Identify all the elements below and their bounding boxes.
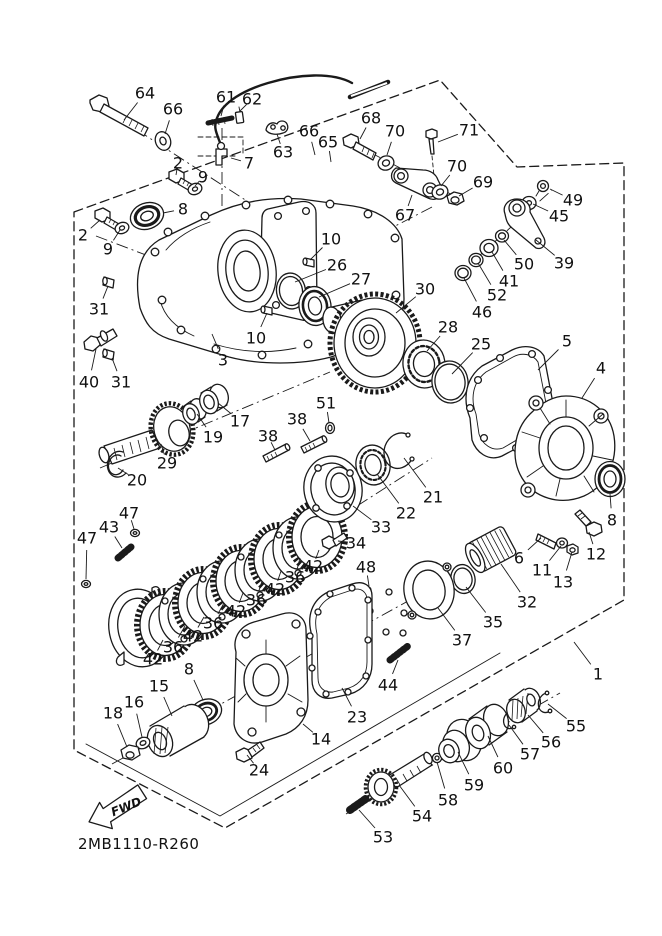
part-label-22: 22: [395, 503, 417, 523]
part-label-12: 12: [585, 544, 607, 564]
part-label-33: 33: [370, 517, 392, 537]
part-14-cover: [234, 613, 308, 743]
part-label-48: 48: [355, 557, 377, 577]
part-70-washer: [376, 154, 396, 173]
part-label-54: 54: [411, 806, 433, 826]
part-label-3: 3: [217, 350, 229, 370]
part-63-clamp: [266, 121, 288, 134]
part-label-36: 36: [245, 590, 267, 610]
part-label-20: 20: [126, 470, 148, 490]
part-11-washer: [557, 538, 568, 548]
part-54-shaft: [366, 751, 434, 804]
part-47-nut: [82, 580, 91, 587]
part-7-joint: [216, 143, 227, 166]
part-label-26: 26: [326, 255, 348, 275]
part-52-ring: [469, 253, 483, 266]
leader-line-4: [582, 378, 595, 398]
part-label-36: 36: [162, 637, 184, 657]
part-label-56: 56: [540, 732, 562, 752]
part-label-50: 50: [513, 254, 535, 274]
part-40-drain-bolt: [84, 329, 117, 351]
part-label-17: 17: [229, 411, 251, 431]
part-label-45: 45: [548, 206, 570, 226]
part-label-14: 14: [310, 729, 332, 749]
part-label-4: 4: [595, 358, 607, 378]
leader-line-22: [377, 474, 399, 503]
leader-line-66: [165, 120, 169, 134]
part-label-7: 7: [243, 153, 255, 173]
leader-line-51: [327, 412, 329, 423]
part-38-stud: [301, 435, 328, 453]
leader-line-8: [194, 680, 203, 700]
leader-line-68: [360, 128, 366, 140]
part-13-nut: [567, 544, 578, 555]
part-label-69: 69: [472, 172, 494, 192]
part-label-42: 42: [225, 601, 247, 621]
part-label-39: 39: [553, 253, 575, 273]
part-47-nut: [131, 529, 140, 536]
part-label-38: 38: [286, 409, 308, 429]
part-66-washer: [153, 130, 174, 153]
part-label-6: 6: [513, 548, 525, 568]
part-label-55: 55: [565, 716, 587, 736]
part-50-o-ring: [496, 230, 509, 242]
part-label-32: 32: [516, 592, 538, 612]
part-label-61: 61: [215, 87, 237, 107]
leader-line-38: [303, 429, 310, 441]
part-label-64: 64: [134, 83, 156, 103]
part-label-68: 68: [360, 108, 382, 128]
part-label-11: 11: [531, 560, 553, 580]
part-label-70: 70: [384, 121, 406, 141]
leader-line-48: [367, 576, 369, 587]
part-label-15: 15: [148, 676, 170, 696]
leader-line-31: [112, 358, 117, 371]
part-label-70: 70: [446, 156, 468, 176]
leader-line-65: [329, 151, 331, 162]
part-label-40: 40: [78, 372, 100, 392]
leader-line-53: [359, 810, 375, 828]
part-37-retainer: [399, 557, 458, 623]
part-label-36: 36: [284, 567, 306, 587]
leader-line-44: [393, 660, 399, 674]
leader-line-15: [164, 697, 172, 716]
part-label-47: 47: [76, 528, 98, 548]
leader-line-6: [528, 538, 541, 550]
part-label-27: 27: [350, 269, 372, 289]
leader-line-8: [163, 211, 174, 213]
part-46-o-ring: [455, 266, 471, 281]
part-label-21: 21: [422, 487, 444, 507]
part-label-31: 31: [88, 299, 110, 319]
fwd-label: FWD: [108, 794, 144, 820]
part-label-13: 13: [552, 572, 574, 592]
part-label-9: 9: [102, 239, 114, 259]
part-label-67: 67: [394, 205, 416, 225]
fwd-arrow: [83, 784, 152, 836]
part-label-42: 42: [264, 579, 286, 599]
part-label-2: 2: [172, 153, 184, 173]
part-56-coupling: [504, 686, 544, 725]
leader-line-21: [404, 458, 426, 487]
part-23-gasket: [307, 583, 372, 699]
part-label-8: 8: [606, 510, 618, 530]
part-62-clamp: [235, 107, 243, 123]
part-label-10: 10: [245, 328, 267, 348]
part-label-51: 51: [315, 393, 337, 413]
leader-line-2: [91, 220, 100, 228]
leader-line-1: [574, 642, 591, 664]
leader-line-40: [92, 349, 97, 370]
part-label-58: 58: [437, 790, 459, 810]
part-label-42: 42: [142, 649, 164, 669]
part-label-53: 53: [372, 827, 394, 847]
part-label-9: 9: [197, 167, 209, 187]
part-label-35: 35: [482, 612, 504, 632]
part-label-43: 43: [98, 517, 120, 537]
part-68-bolt: [343, 134, 376, 160]
part-label-30: 30: [414, 279, 436, 299]
part-label-1: 1: [592, 664, 604, 684]
leader-line-7: [231, 158, 241, 161]
leader-line-70: [387, 142, 391, 155]
leader-line-58: [437, 762, 445, 789]
leader-line-49: [550, 189, 563, 195]
leader-line-64: [124, 103, 138, 121]
part-label-49: 49: [562, 190, 584, 210]
leader-line-70: [441, 175, 450, 186]
part-41-ring: [480, 240, 498, 257]
part-label-42: 42: [182, 626, 204, 646]
leader-line-46: [464, 278, 476, 301]
leader-line-16: [137, 714, 142, 737]
part-label-41: 41: [498, 271, 520, 291]
leader-line-47: [86, 550, 87, 579]
leader-line-18: [118, 724, 127, 747]
leader-line-32: [501, 564, 520, 592]
part-label-28: 28: [437, 317, 459, 337]
part-label-71: 71: [458, 120, 480, 140]
leader-line-50: [504, 240, 516, 255]
diagram-code: 2MB1110-R260: [78, 835, 200, 853]
part-label-42: 42: [302, 556, 324, 576]
leader-line-45: [533, 204, 548, 211]
leader-line-31: [103, 286, 108, 299]
part-12-bolt: [575, 510, 602, 536]
leader-line-33: [353, 506, 371, 520]
part-label-5: 5: [561, 331, 573, 351]
leader-line-54: [399, 785, 415, 806]
part-label-31: 31: [110, 372, 132, 392]
leader-line-35: [466, 587, 486, 613]
leader-line-67: [408, 195, 412, 206]
leader-line-66: [312, 142, 315, 155]
part-label-59: 59: [463, 775, 485, 795]
leader-line-56: [528, 715, 543, 733]
part-label-47: 47: [118, 503, 140, 523]
part-label-34: 34: [345, 533, 367, 553]
part-8-seal: [127, 198, 168, 234]
part-label-57: 57: [519, 744, 541, 764]
part-label-46: 46: [471, 302, 493, 322]
part-18-nut: [121, 745, 140, 760]
part-label-24: 24: [248, 760, 270, 780]
leader-line-52: [478, 263, 491, 285]
part-label-2: 2: [77, 225, 89, 245]
part-label-18: 18: [102, 703, 124, 723]
part-label-25: 25: [470, 334, 492, 354]
part-38-stud: [263, 443, 291, 462]
part-53-spring: [350, 798, 367, 810]
part-label-29: 29: [156, 453, 178, 473]
leader-line-13: [566, 552, 572, 571]
part-label-37: 37: [451, 630, 473, 650]
leader-line-43: [115, 537, 122, 549]
part-69-nut: [447, 192, 464, 205]
part-label-60: 60: [492, 758, 514, 778]
part-label-23: 23: [346, 707, 368, 727]
part-label-19: 19: [202, 427, 224, 447]
part-label-66: 66: [162, 99, 184, 119]
part-label-16: 16: [123, 692, 145, 712]
part-49-bolt: [536, 181, 549, 197]
part-label-65: 65: [317, 132, 339, 152]
leader-line-71: [438, 134, 458, 142]
part-label-8: 8: [183, 659, 195, 679]
part-label-38: 38: [257, 426, 279, 446]
part-8-seal: [595, 462, 625, 497]
leader-line-41: [492, 252, 503, 271]
part-44-spring: [390, 646, 408, 660]
part-label-66: 66: [298, 121, 320, 141]
part-label-44: 44: [377, 675, 399, 695]
part-6-stud: [536, 534, 556, 549]
part-51-clip: [326, 423, 335, 434]
part-31-plug: [103, 277, 114, 288]
part-label-62: 62: [241, 89, 263, 109]
part-label-52: 52: [486, 285, 508, 305]
part-label-10: 10: [320, 229, 342, 249]
part-label-63: 63: [272, 142, 294, 162]
part-43-spring: [118, 547, 131, 558]
part-label-36: 36: [202, 613, 224, 633]
leader-line-69: [459, 188, 473, 196]
clutch-plate-stack: [103, 503, 345, 672]
part-30-ring-gear: [321, 294, 420, 392]
part-label-8: 8: [177, 199, 189, 219]
part-71-bolt: [426, 129, 437, 176]
